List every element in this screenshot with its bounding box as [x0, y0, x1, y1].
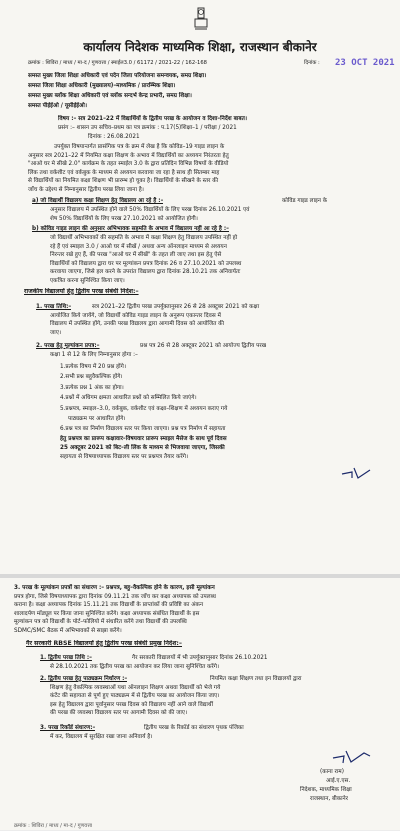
point-1-line: जाए। — [50, 329, 61, 336]
g1-body — [50, 654, 380, 671]
point-3-line: प्रपत्र होगा, जिसे विषयाध्यापक द्वारा दिनांक 09.11.21 तक जाँच कर कक्षा अध्यापक को उपलब्ध — [14, 593, 216, 600]
point-1-line: आयोजित किये जायेंगे, जो विद्यार्थी कोविड गाइड लाइन के अनुरूप एकान्तर दिवस में — [50, 312, 221, 319]
g2-line: शिक्षण हेतु वैकल्पिक व्यवस्थाओं यथा ऑनलाइन शिक्षण अथवा विद्यार्थी को भेजे गये — [50, 684, 221, 691]
point-1-label: 1. परख तिथि:– — [36, 304, 72, 310]
g3-body — [50, 724, 380, 741]
item-b-line: विद्यार्थियों को विद्यालय द्वारा घर पर मूल्यांकन प्रपत्र दिनांक 26 व 27.10.2021 को उपलब्ध — [50, 260, 242, 267]
signatory-place: राजस्थान, बीकानेर — [310, 796, 349, 802]
g2-line: की परख की व्यवस्था विद्यालय स्तर पर आगामी दिवस को की जाए। — [50, 710, 188, 717]
g1-label: 1. द्वितीय परख तिथि :– — [40, 655, 92, 661]
item-a-line: शेष 50% विद्यार्थियों के लिए परख 27.10.2021 को आयोजित होगी। — [50, 215, 198, 222]
intro-line: अनुसार सत्र 2021–22 में नियमित कक्षा शिक्षण के अभाव में विद्यार्थियों का अध्ययन निरंतरता हेतु — [28, 152, 229, 159]
item-b-body — [50, 234, 380, 286]
intro-paragraph — [28, 143, 378, 195]
point-2-bold-block — [60, 435, 380, 452]
intro-line: लिंक तथा वर्कशीट एवं वर्कबुक के माध्यम से अध्ययन करवाया जा रहा है साथ ही सितम्बर माह — [28, 169, 220, 176]
g1-line: गैर सरकारी विद्यालयों में भी उपर्युक्तानुसार दिनांक 26.10.2021 — [132, 655, 268, 661]
item-b-line: करवाया जाएगा, जिसे हल करने के उपरांत विद्यालय द्वारा दिनांक 28.10.21 तक अनिवार्यतः — [50, 269, 241, 276]
intro-line: से विद्यार्थियों का नियमित कक्षा शिक्षण भी प्रारम्भ हो चुका है। विद्यार्थियों के सीखने के स्तर की — [28, 178, 219, 185]
item-a-heading: a) जो विद्यार्थी विद्यालय कक्षा शिक्षण हेतु विद्यालय आ रहे है :– — [32, 198, 164, 204]
page-2 — [0, 578, 400, 830]
sub-item: 2.सभी प्रश्न बहुवैकल्पिक होंगे। — [60, 374, 123, 381]
sub-item-last: सहायता से विषयाध्यापक विद्यालय स्तर पर प्रश्नपत्र तैयार करेंगे। — [60, 454, 189, 460]
g3-label: 3. परख रिकॉर्ड संधारण:– — [40, 725, 96, 731]
point-1-line: सत्र 2021–22 द्वितीय परख उपर्युक्तानुसार 26 से 28 अक्टूबर 2021 को कक्षा — [92, 304, 260, 310]
g3-line: द्वितीय परख के रिकॉर्ड का संधारण पृथक पंजिका — [144, 725, 244, 731]
item-a-body — [50, 206, 380, 223]
initials-signature — [340, 462, 380, 482]
item-b-line: जो विद्यार्थी अभिभावकों की सहमति के अभाव में कक्षा शिक्षण हेतु विद्यालय उपस्थित नहीं हो — [50, 235, 238, 241]
sub-item: 6.प्रश्न पत्र का निर्माण विद्यालय स्तर पर किया जाएगा। प्रश्न पत्र निर्माण में सहायता — [60, 426, 226, 433]
item-a-line: अनुसार विद्यालय में उपस्थित होने वाले 50% विद्यार्थियों के लिए परख दिनांक 26.10.2021 एवं — [50, 207, 250, 213]
sub-item-bold: 25 अक्टूबर 2021 को बिट–ली लिंक के माध्यम से भिजवाया जाएगा, जिसकी — [60, 444, 225, 451]
point-2-second: कक्षा 1 से 12 के लिए निम्नानुसार होगा :– — [50, 352, 138, 358]
reference-date: दिनांक : 26.08.2021 — [88, 134, 140, 140]
footer-cut-text: क्रमांक : शिविरा / माध्य / मा-द / गुणवत्ता — [14, 823, 93, 829]
date-stamp: 23 OCT 2021 — [335, 58, 395, 68]
item-b-line: एकत्रित करना सुनिश्चित किया जाए। — [50, 277, 125, 284]
addressee-4: समस्त पीईईओ / यूसीईईओ। — [28, 103, 88, 109]
reference-letter: प्रसंग :– शासन उप सचिव–प्रथम का पत्र क्रमांक : प.17(5)शिक्षा–1 / परीक्षा / 2021 — [58, 125, 237, 131]
date-label: दिनांक : — [304, 60, 320, 66]
subject-line: विषय :– सत्र 2021–22 में विद्यार्थियों के द्वितीय परख के आयोजन व दिशा–निर्देश बाबत। — [58, 116, 248, 122]
g1-line: से 28.10.2021 तक द्वितीय परख का आयोजन कर लिया जाना सुनिश्चित करेंगे। — [50, 663, 220, 670]
point-1-body — [50, 303, 380, 337]
g2-line: कंटेंट की सहायता से पूर्ण हुए पाठ्यक्रम में से द्वितीय परख का आयोजन किया जाए। — [50, 693, 220, 700]
point-3-body — [14, 584, 386, 636]
g2-label: 2. द्वितीय परख हेतु पाठ्यक्रम निर्धारण :– — [40, 676, 128, 682]
intro-line: उपर्युक्त विषयान्तर्गत प्रासंगिक पत्र के क्रम में लेख है कि कोविड–19 गाइड लाइन के — [54, 144, 225, 150]
director-signature — [330, 744, 374, 766]
item-a-heading-tail: कोविड गाइड लाइन के — [282, 198, 328, 204]
signatory-service: आई.ए.एस. — [326, 778, 351, 784]
point-3-line: शालादर्पण मॉड्यूल पर किया जाना सुनिश्चित करेंगे। कक्षा अध्यापक संबंधित विद्यार्थी के इस — [14, 610, 200, 617]
sub-item: 3.प्रत्येक प्रश्न 1 अंक का होगा। — [60, 384, 124, 391]
addressee-2: समस्त जिला शिक्षा अधिकारी (मुख्यालय)–माध्यमिक / प्रारम्भिक शिक्षा। — [28, 83, 176, 89]
point-2-subitems — [60, 362, 380, 435]
sub-item: 1.प्रत्येक विषय में 20 प्रश्न होंगे। — [60, 364, 126, 370]
g2-line: नियमित कक्षा शिक्षण तथा इन विद्यालयों द्वारा — [210, 676, 302, 682]
item-b-line: रहे हैं एवं स्माइल 3.0 / आओ घर में सीखें / अथवा अन्य ऑनलाइन माध्यम से अध्ययन — [50, 243, 227, 250]
intro-line: "आओ घर मे सीखे 2.0" कार्यक्रम के तहत स्माईल 3.0 के द्वारा प्रतिदिन विभिन्न विषयों के वीडियो — [28, 161, 229, 168]
sub-item-bold: हेतु प्रश्नपत्र का प्रारूप कक्षावार–विषयवार प्रारूप स्माइल मैसेज के साथ पूर्व दिवस — [60, 436, 227, 442]
section-private-heading: गैर सरकारी RBSE विद्यालयों हेतु द्वितीय परख संबंधी प्रमुख निर्देश:– — [26, 640, 182, 647]
point-3-line: मूल्यांकन पत्र को विद्यार्थी के पोर्ट–फोलियो में संधारित करेंगे तथा विद्यार्थी की उपलब्धि — [14, 619, 187, 626]
point-2-label: 2. परख हेतु मूल्यांकन प्रपत्र:– — [36, 343, 100, 349]
point-1-line: विद्यालय में उपस्थित होंगे, उनकी परख विद्यालय द्वारा आगामी दिवस को आयोजित की — [50, 321, 225, 328]
g2-body — [50, 675, 380, 718]
signatory-post: निदेशक, माध्यमिक शिक्षा — [300, 787, 352, 793]
sub-item: पाठ्यक्रम पर आधारित होंगे। — [68, 416, 126, 423]
signatory-name: (काना राम) — [320, 769, 344, 775]
point-2-first: प्रश्न पत्र 26 से 28 अक्टूबर 2021 को आयोज्य द्वितीय परख — [140, 343, 267, 349]
sub-item: 4.प्रश्नों में अधिगम क्षमता आधारित प्रश्नों को सम्मिलित किये जाएंगे। — [60, 395, 197, 402]
office-title: कार्यालय निदेशक माध्यमिक शिक्षा, राजस्थान बीकानेर — [83, 40, 317, 54]
point-3-line: SDMC/SMC बैठक में अभिभावकों से साझा करेंगे। — [14, 627, 122, 634]
addressee-1: समस्त मुख्य जिला शिक्षा अधिकारी एवं पदेन जिला परियोजना समन्वयक, समग्र शिक्षा। — [28, 73, 207, 79]
g3-line: में कर, विद्यालय में सुरक्षित रखा जाना अनिवार्य है। — [50, 733, 153, 740]
point-3-line: 3. परख के मूल्यांकन प्रपत्रों का संधारण :– प्रश्नपत्र, बहु–वैकल्पिक होने के कारण, इसी मूल्यांकन — [14, 585, 215, 591]
state-emblem-icon — [192, 6, 210, 34]
section-govt-heading: राजकीय विद्यालयों हेतु द्वितीय परख संबंधी निर्देश:– — [24, 288, 139, 295]
item-b-heading: b) कोविड गाइड लाइन की अनुसार अभिभावक सहमति के अभाव में विद्यालय नहीं आ रहे है :– — [32, 226, 229, 232]
addressee-3: समस्त मुख्य ब्लॉक शिक्षा अधिकारी एवं ब्लॉक सन्दर्भ केन्द्र प्रभारी, समग्र शिक्षा। — [28, 93, 192, 99]
reference-line: क्रमांक : शिविरा / माध्य / मा-द / गुणवत्ता / स्माईल3.0 / 61172 / 2021-22 / 162-168 — [28, 60, 207, 66]
point-3-line: कराना है। कक्षा अध्यापक दिनांक 15.11.21 तक विद्यार्थी के प्राप्तांकों की प्रविष्टि का अंकन — [14, 602, 204, 609]
intro-line: जाँच के उद्देश्य से निम्नानुसार द्वितीय परख लिया जाना है। — [28, 186, 144, 193]
sub-item: 5.प्रश्नपत्र, स्माइल–3.0, वर्कबुक, वर्कशीट एवं कक्षा–शिक्षण में अध्ययन कराए गये — [60, 405, 228, 412]
item-b-line: निरन्तर रखे हुए हैं, की परख "आओ घर में सीखें" के तहत ली जाए तथा इस हेतु ऐसे — [50, 252, 222, 259]
g2-line: इस हेतु विद्यालय द्वारा पूर्वानुसार परख दिवस को विद्यालय नहीं आने वाले विद्यार्थी — [50, 701, 213, 708]
